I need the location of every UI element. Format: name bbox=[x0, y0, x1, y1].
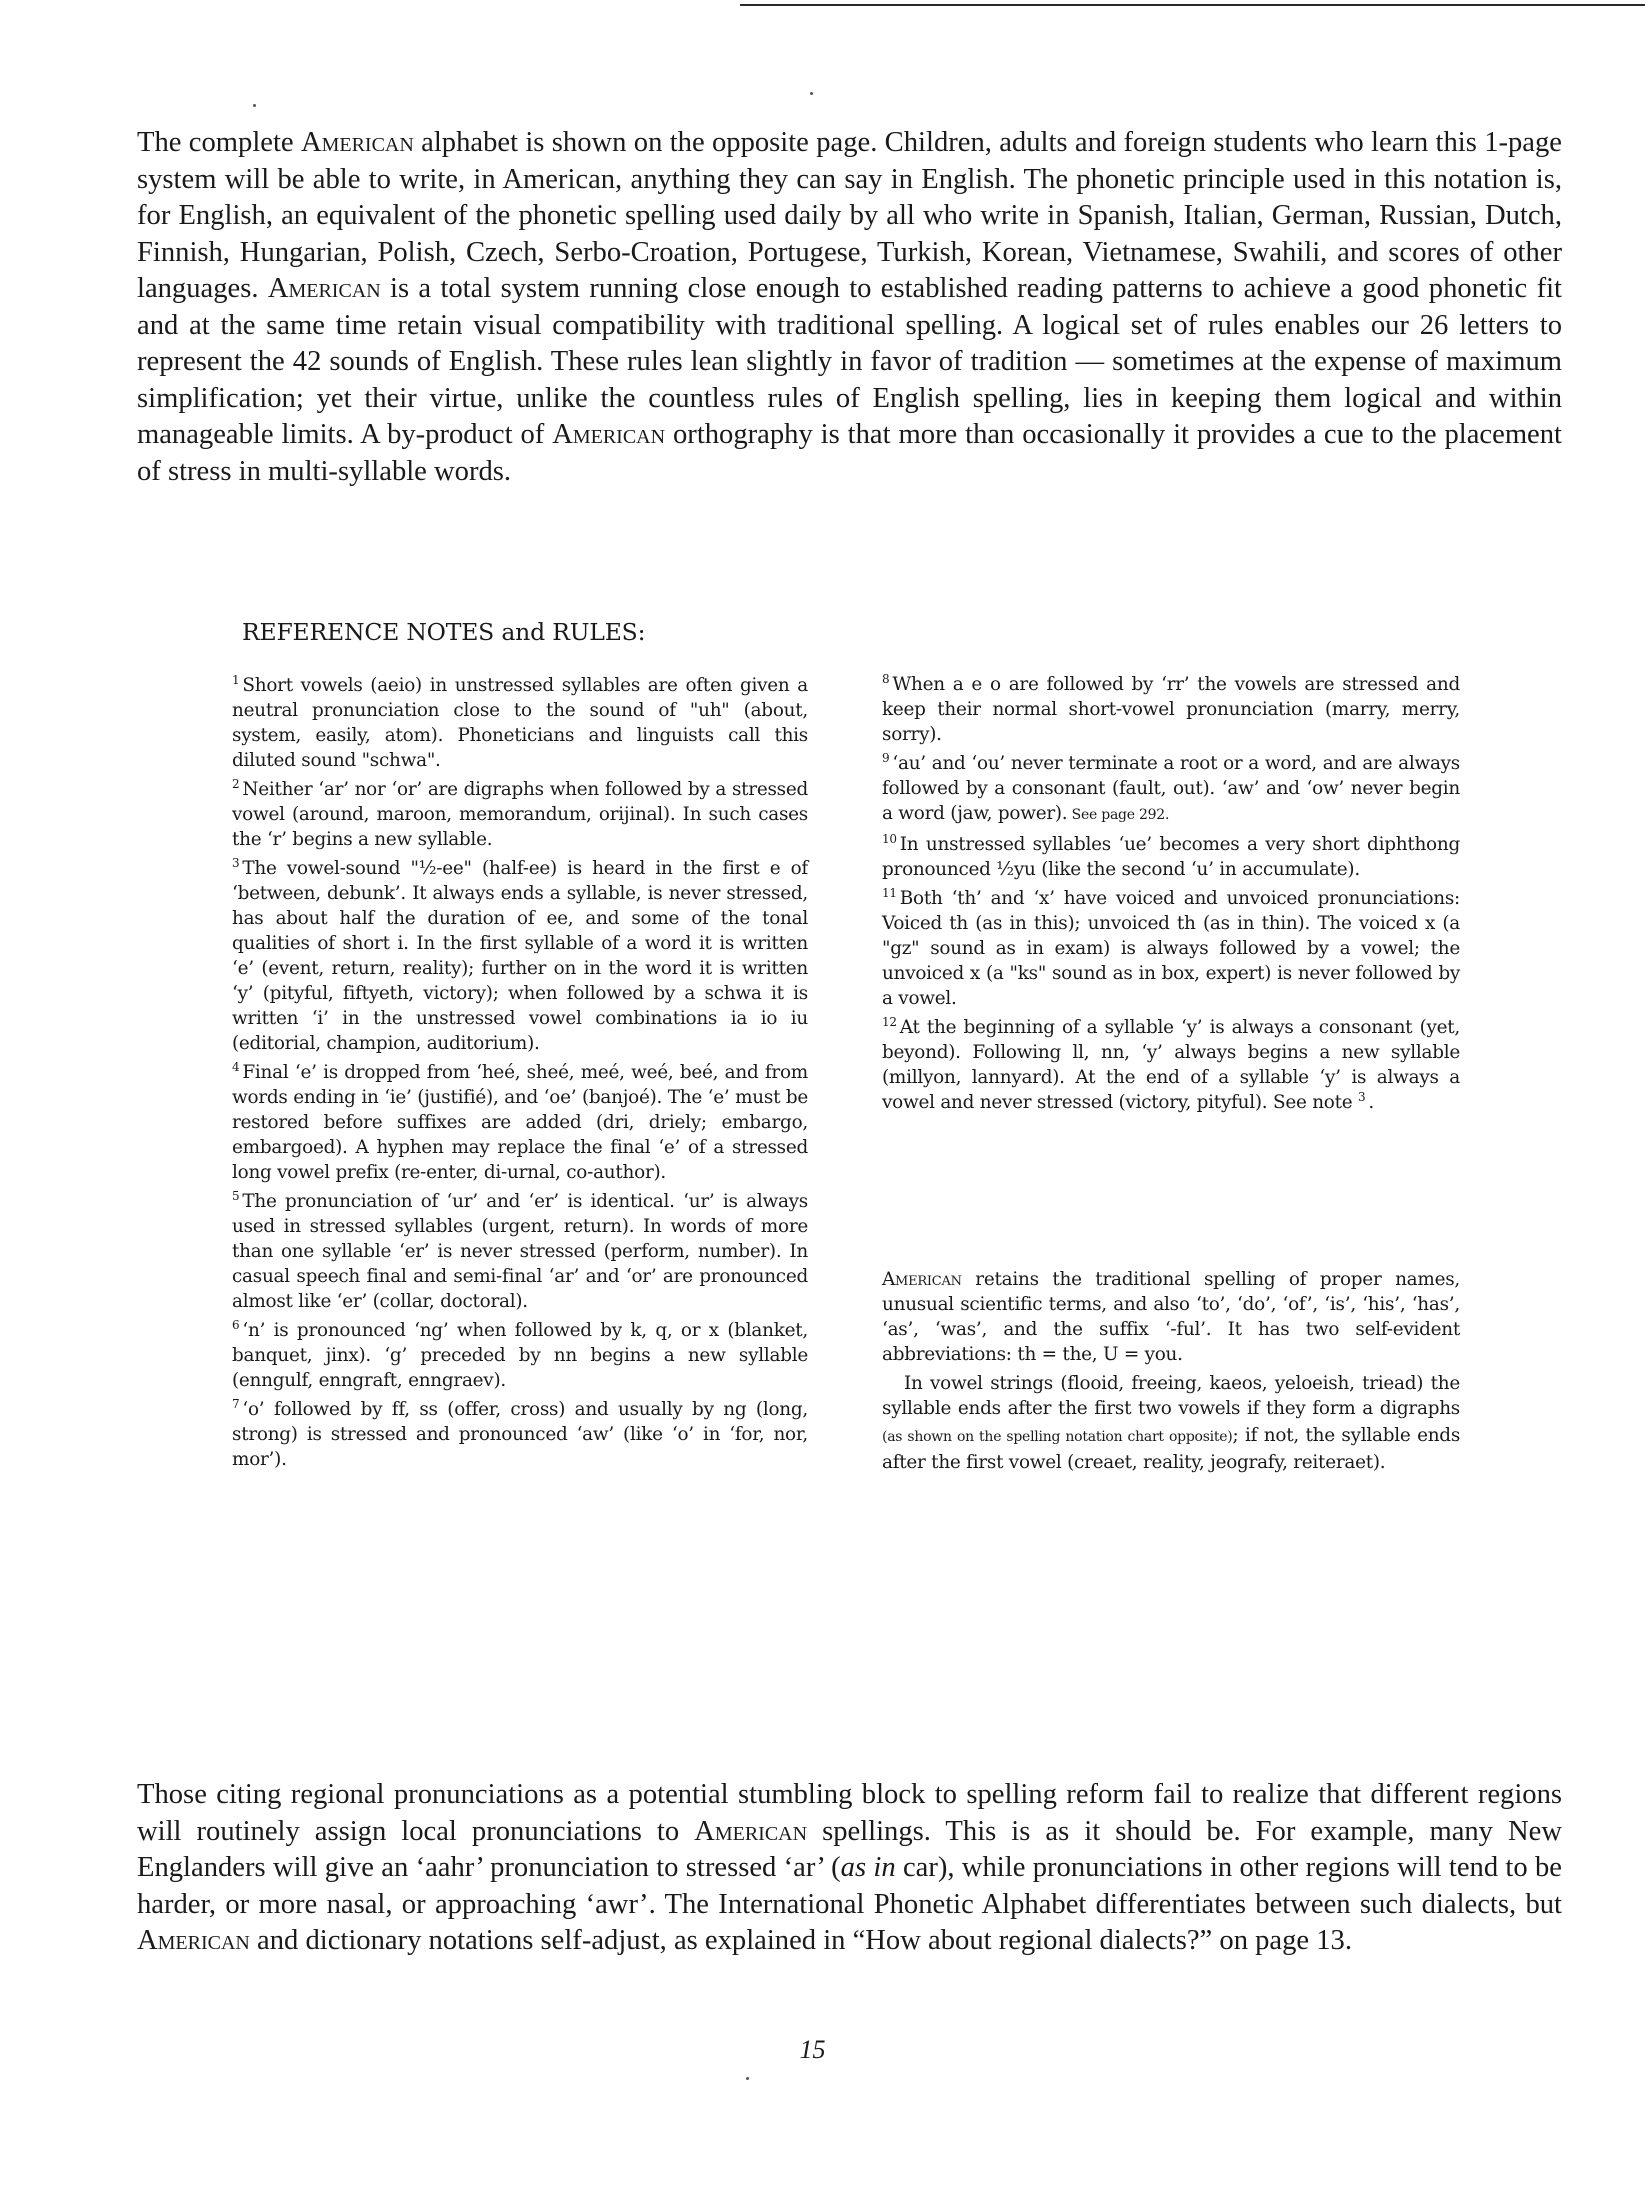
note-text: In unstressed syllables ‘ue’ becomes a very short diphthong pronounced ½yu (like the second ‘u’ in accumulate). bbox=[882, 834, 1460, 880]
closing-text-1: Those citing regional pronunciations as a potential stumbling block to spelling reform fail to realize that different regions will routinely assign local pronunciations to bbox=[137, 1779, 1562, 1847]
note-cross-reference: 3 bbox=[1357, 1089, 1366, 1104]
note-text: At the beginning of a syllable ‘y’ is always a consonant (yet, beyond). Following ll, nn, ‘y’ always begins a new syllable (millyon, lannyard). At the end of a syllable ‘y’ is always a vowel and never stressed (victory, pityful). See note bbox=[882, 1017, 1460, 1113]
closing-text-2: spellings. This is as it should be. For example, many New Englanders will give an ‘aahr’ pronunciation to stressed ‘ar’ ( bbox=[137, 1815, 1563, 1883]
note-number: 5 bbox=[232, 1188, 240, 1203]
note-number: 1 bbox=[232, 672, 240, 687]
note-number: 4 bbox=[232, 1059, 240, 1074]
note-number: 11 bbox=[882, 885, 897, 900]
scan-speck bbox=[810, 92, 813, 95]
note-text: Final ‘e’ is dropped from ‘heé, sheé, meé, weé, beé, and from words ending in ‘ie’ (justifié), and ‘oe’ (banjoé). The ‘e’ must be restored before suffixes are added (dri, driely; embargo, embargoed). A hyphen may replace the final ‘e’ of a stressed long vowel prefix (re-enter, di-urnal, co-author). bbox=[232, 1062, 808, 1183]
closing-italic: as in bbox=[840, 1852, 896, 1883]
note-4 bbox=[232, 1060, 808, 1185]
closing-text-3: car), while pronunciations in other regions will tend to be harder, or more nasal, or approaching ‘awr’. The International Phonetic Alphabet differentiates between such dialects, but bbox=[137, 1852, 1562, 1920]
note-number: 3 bbox=[232, 855, 240, 870]
intro-paragraph bbox=[137, 125, 1562, 490]
note-number: 12 bbox=[882, 1014, 897, 1029]
note-number: 7 bbox=[232, 1396, 240, 1411]
closing-text-4: and dictionary notations self-adjust, as explained in “How about regional dialects?” on page 13. bbox=[249, 1925, 1353, 1956]
note-number: 8 bbox=[882, 671, 890, 686]
note-11 bbox=[882, 886, 1460, 1011]
note-7 bbox=[232, 1397, 808, 1472]
vowel-strings-aside: (as shown on the spelling notation chart opposite) bbox=[882, 1429, 1233, 1445]
intro-text-2: alphabet is shown on the opposite page. Children, adults and foreign students who learn this 1-page system will be able to write, in American, anything they can say in English. The phonetic principle used in this notation is, for English, an equivalent of the phonetic spelling used daily by all who write in Spanish, Italian, German, Russian, Dutch, Finnish, Hungarian, Polish, Czech, Serbo-Croation, Portugese, Turkish, Korean, Vietnamese, Swahili, and scores of other languages. bbox=[137, 127, 1562, 304]
note-3 bbox=[232, 856, 808, 1056]
notes-column-right bbox=[882, 672, 1460, 1479]
column-gap bbox=[882, 1119, 1460, 1267]
brand-name: American bbox=[882, 1269, 962, 1290]
note-number: 2 bbox=[232, 776, 240, 791]
note-5 bbox=[232, 1189, 808, 1314]
note-6 bbox=[232, 1318, 808, 1393]
reference-notes-heading: REFERENCE NOTES and RULES: bbox=[242, 618, 646, 646]
scan-speck bbox=[746, 2077, 749, 2080]
note-text: When a e o are followed by ‘rr’ the vowels are stressed and keep their normal short-vowel pronunciation (marry, merry, sorry). bbox=[882, 674, 1460, 745]
brand-name: American bbox=[694, 1815, 808, 1847]
note-number: 6 bbox=[232, 1317, 240, 1332]
note-text: The pronunciation of ‘ur’ and ‘er’ is identical. ‘ur’ is always used in stressed syllables (urgent, return). In words of more than one syllable ‘er’ is never stressed (perform, number). In casual speech final and semi-final ‘ar’ and ‘or’ are pronounced almost like ‘er’ (collar, doctoral). bbox=[232, 1191, 808, 1312]
page-number: 15 bbox=[799, 2035, 826, 2064]
note-1 bbox=[232, 673, 808, 773]
intro-text-1: The complete bbox=[137, 127, 301, 158]
intro-text-4: orthography is that more than occasionally it provides a cue to the placement of stress in multi-syllable words. bbox=[137, 419, 1562, 487]
brand-name: American bbox=[267, 273, 381, 304]
note-text: Short vowels (aeio) in unstressed syllables are often given a neutral pronunciation close to the sound of "uh" (about, system, easily, atom). Phoneticians and linguists call this diluted sound "schwa". bbox=[232, 675, 808, 771]
note-text: ‘au’ and ‘ou’ never terminate a root or a word, and are always followed by a consonant (fault, out). ‘aw’ and ‘ow’ never begin a word (jaw, power). bbox=[882, 753, 1460, 824]
vowel-strings-text-1: In vowel strings (flooid, freeing, kaeos, yeloeish, triead) the syllable ends after the first two vowels if they form a digraphs bbox=[882, 1373, 1460, 1419]
note-text: The vowel-sound "½-ee" (half-ee) is heard in the first e of ‘between, debunk’. It always ends a syllable, is never stressed, has about half the duration of ee, and some of the tonal qualities of short i. In the first syllable of a word it is written ‘e’ (event, return, reality); further on in the word it is written ‘y’ (pityful, fiftyeth, victory); when followed by a schwa it is written ‘i’ in the unstressed vowel combinations ia io iu (editorial, champion, auditorium). bbox=[232, 858, 808, 1054]
note-number: 10 bbox=[882, 831, 897, 846]
vowel-strings-paragraph bbox=[882, 1371, 1460, 1475]
note-number: 9 bbox=[882, 750, 890, 765]
note-12 bbox=[882, 1015, 1460, 1115]
note-9 bbox=[882, 751, 1460, 828]
top-rule bbox=[740, 4, 1645, 6]
retains-paragraph bbox=[882, 1267, 1460, 1367]
note-text: Neither ‘ar’ nor ‘or’ are digraphs when followed by a stressed vowel (around, maroon, memorandum, orijinal). In such cases the ‘r’ begins a new syllable. bbox=[232, 779, 808, 850]
vowel-strings-text-2: ; if not, the syllable ends after the first vowel (creaet, reality, jeografy, reiteraet). bbox=[882, 1425, 1461, 1473]
intro-text-3: is a total system running close enough to established reading patterns to achieve a good phonetic fit and at the same time retain visual compatibility with traditional spelling. A logical set of rules enables our 26 letters to represent the 42 sounds of English. These rules lean slightly in favor of tradition — sometimes at the expense of maximum simplification; yet their virtue, unlike the countless rules of English spelling, lies in keeping them logical and within manageable limits. A by-product of bbox=[137, 273, 1562, 450]
note-10 bbox=[882, 832, 1460, 882]
note-text: ‘n’ is pronounced ‘ng’ when followed by k, q, or x (blanket, banquet, jinx). ‘g’ preceded by nn begins a new syllable (enngulf, enngraft, enngraev). bbox=[232, 1320, 808, 1391]
closing-paragraph bbox=[137, 1777, 1562, 1960]
page-reference: See page 292. bbox=[1067, 807, 1170, 823]
notes-column-left bbox=[232, 673, 808, 1476]
note-2 bbox=[232, 777, 808, 852]
brand-name: American bbox=[552, 419, 666, 450]
note-text-end: . bbox=[1368, 1092, 1374, 1113]
brand-name: American bbox=[300, 127, 414, 158]
retains-text: retains the traditional spelling of proper names, unusual scientific terms, and also ‘to’, ‘do’, ‘of’, ‘is’, ‘his’, ‘has’, ‘as’, ‘was’, and the suffix ‘-ful’. It has two self-evident abbreviations: th = the, U = you. bbox=[882, 1269, 1460, 1365]
scan-speck bbox=[253, 104, 256, 107]
note-text: Both ‘th’ and ‘x’ have voiced and unvoiced pronunciations: Voiced th (as in this); unvoiced th (as in thin). The voiced x (a "gz" sound as in exam) is always followed by a vowel; the unvoiced x (a "ks" sound as in box, expert) is never followed by a vowel. bbox=[882, 888, 1460, 1009]
note-8 bbox=[882, 672, 1460, 747]
note-text: ‘o’ followed by ff, ss (offer, cross) and usually by ng (long, strong) is stressed and pronounced ‘aw’ (like ‘o’ in ‘for, nor, mor’). bbox=[232, 1399, 808, 1470]
brand-name: American bbox=[137, 1925, 250, 1956]
